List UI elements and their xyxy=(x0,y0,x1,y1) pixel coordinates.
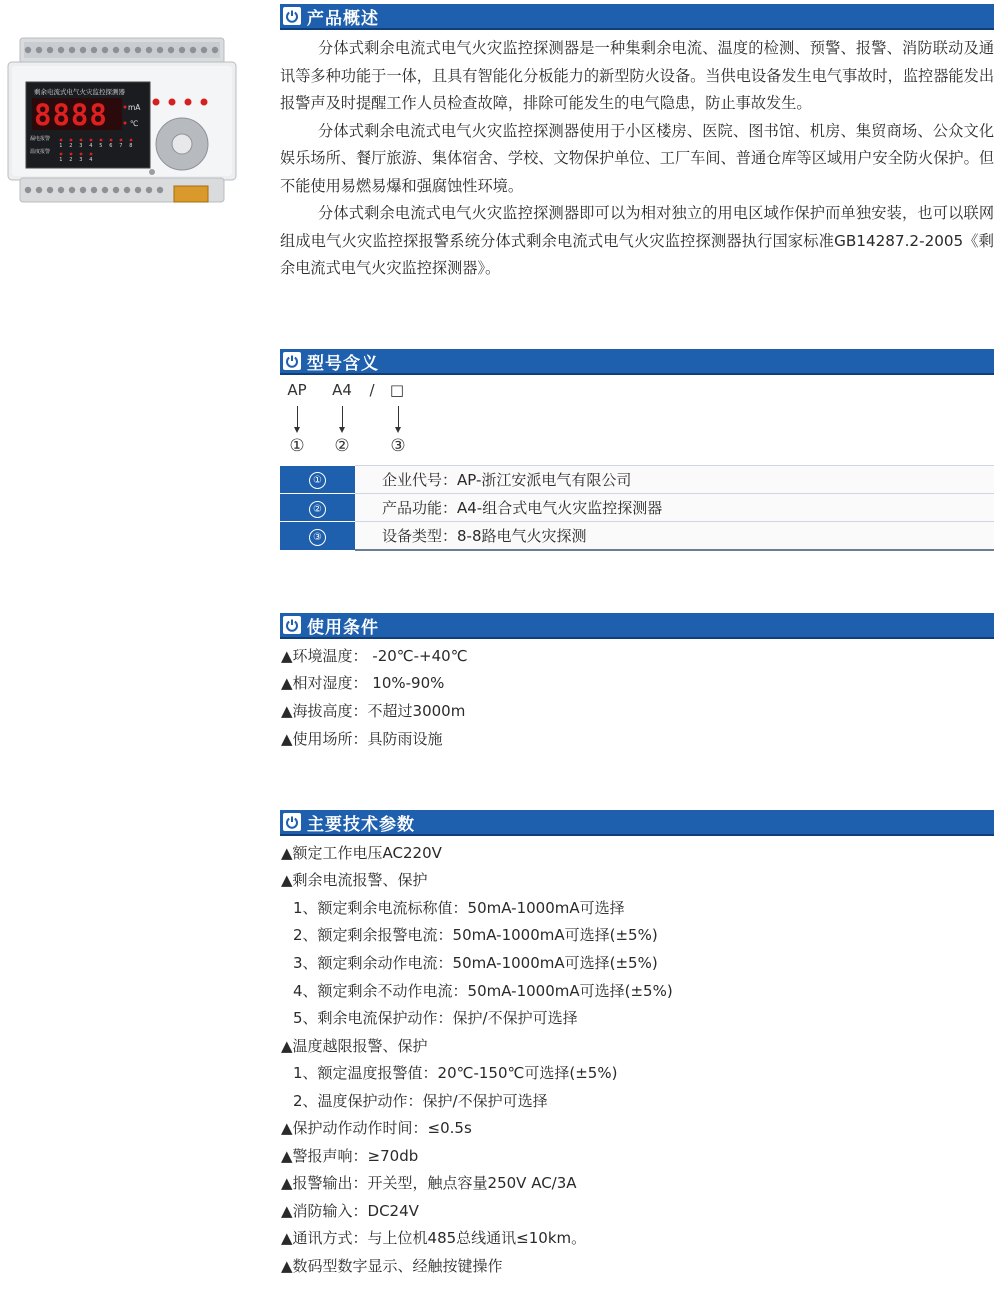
conditions-title: 使用条件 xyxy=(307,617,379,638)
table-row xyxy=(280,494,994,522)
down-arrow-icon xyxy=(398,406,399,428)
terminal-screw xyxy=(47,187,53,193)
spec-item: ▲通讯方式：与上位机485总线通讯≤10km。 xyxy=(281,1229,587,1247)
terminal-screw xyxy=(201,47,207,53)
model-code-ap: AP xyxy=(287,381,307,399)
temp-alarm-label: 温度报警 xyxy=(30,149,51,155)
terminal-screw xyxy=(146,47,152,53)
specs-title: 主要技术参数 xyxy=(307,814,415,835)
overview-title: 产品概述 xyxy=(307,8,379,29)
terminal-screw xyxy=(69,187,75,193)
spec-item: ▲剩余电流报警、保护 xyxy=(281,871,428,889)
device-photo xyxy=(6,36,238,208)
overview-text xyxy=(280,35,994,283)
spec-item: ▲数码型数字显示、经触按键操作 xyxy=(281,1257,503,1275)
terminal-screw xyxy=(25,47,31,53)
model-title: 型号含义 xyxy=(307,353,379,374)
led-number: 1 xyxy=(59,157,63,163)
power-icon xyxy=(283,352,301,370)
row-description: 设备类型：8-8路电气火灾探测 xyxy=(355,522,994,551)
terminal-screw xyxy=(190,47,196,53)
terminal-screw xyxy=(135,47,141,53)
status-led xyxy=(90,139,93,142)
status-led xyxy=(70,139,73,142)
overview-paragraph: 分体式剩余电流式电气火灾监控探测器即可以为相对独立的用电区域作保护而单独安装，也可以联网组成电气火灾监控探报警系统分体式剩余电流式电气火灾监控探测器执行国家标准GB14287.2-2005《剩余电流式电气火灾监控探测器》。 xyxy=(280,204,994,277)
model-marker-2: ② xyxy=(334,436,350,456)
terminal-screw xyxy=(157,187,163,193)
status-led xyxy=(120,139,123,142)
power-icon xyxy=(283,7,301,25)
terminal-screw xyxy=(179,47,185,53)
status-led xyxy=(60,139,63,142)
spec-item: ▲报警输出：开关型，触点容量250V AC/3A xyxy=(281,1174,577,1192)
terminal-screw xyxy=(25,187,31,193)
terminal-screw xyxy=(47,47,53,53)
terminal-screw xyxy=(58,47,64,53)
led-number: 2 xyxy=(69,143,73,149)
specs-header-bar xyxy=(280,810,994,836)
row-number: ② xyxy=(280,494,355,522)
terminal-screw xyxy=(113,47,119,53)
terminal-screw xyxy=(113,187,119,193)
terminal-screw xyxy=(124,47,130,53)
model-marker-3: ③ xyxy=(390,436,406,456)
terminal-screw xyxy=(69,47,75,53)
model-header-bar xyxy=(280,349,994,375)
spec-subitem: 2、额定剩余报警电流：50mA-1000mA可选择(±5%) xyxy=(293,926,658,944)
spec-subitem: 2、温度保护动作：保护/不保护可选择 xyxy=(293,1092,548,1110)
spec-item: ▲警报声响：≥70db xyxy=(281,1147,419,1165)
model-code-a4: A4 xyxy=(332,381,352,399)
terminal-screw xyxy=(146,187,152,193)
spec-subitem: 1、额定温度报警值：20℃-150℃可选择(±5%) xyxy=(293,1064,618,1082)
device-panel-label: 剩余电流式电气火灾监控探测器 xyxy=(34,88,125,96)
row-description: 企业代号：AP-浙江安派电气有限公司 xyxy=(355,466,994,494)
terminal-screw xyxy=(36,47,42,53)
led-number: 2 xyxy=(69,157,73,163)
condition-item: ▲使用场所：具防雨设施 xyxy=(281,730,443,748)
led-number: 1 xyxy=(59,143,63,149)
led-number: 6 xyxy=(109,143,113,149)
terminal-screw xyxy=(80,47,86,53)
condition-item: ▲海拔高度：不超过3000m xyxy=(281,702,466,720)
terminal-screw xyxy=(91,47,97,53)
led-number: 7 xyxy=(119,143,123,149)
power-icon xyxy=(283,813,301,831)
spec-item: ▲额定工作电压AC220V xyxy=(281,844,442,862)
terminal-screw xyxy=(36,187,42,193)
terminal-screw xyxy=(91,187,97,193)
row-description: 产品功能：A4-组合式电气火灾监控探测器 xyxy=(355,494,994,522)
overview-header-bar xyxy=(280,4,994,30)
power-icon xyxy=(283,616,301,634)
spec-subitem: 3、额定剩余动作电流：50mA-1000mA可选择(±5%) xyxy=(293,954,658,972)
seven-seg-display: 8888 xyxy=(34,98,108,132)
status-led xyxy=(100,139,103,142)
spec-item: ▲温度越限报警、保护 xyxy=(281,1037,428,1055)
spec-subitem: 1、额定剩余电流标称值：50mA-1000mA可选择 xyxy=(293,899,625,917)
led-number: 4 xyxy=(89,157,93,163)
model-code-slash: / xyxy=(369,381,375,399)
condition-item: ▲相对湿度： 10%-90% xyxy=(281,674,445,692)
status-led xyxy=(130,139,133,142)
unit-celsius-label: ℃ xyxy=(130,119,139,128)
status-led xyxy=(90,153,93,156)
terminal-screw xyxy=(80,187,86,193)
spec-subitem: 5、剩余电流保护动作：保护/不保护可选择 xyxy=(293,1009,578,1027)
terminal-screw xyxy=(124,187,130,193)
terminal-screw xyxy=(135,187,141,193)
terminal-screw xyxy=(102,47,108,53)
terminal-screw xyxy=(157,47,163,53)
status-led xyxy=(110,139,113,142)
down-arrow-icon xyxy=(342,406,343,428)
status-led xyxy=(70,153,73,156)
row-number: ③ xyxy=(280,522,355,551)
spec-subitem: 4、额定剩余不动作电流：50mA-1000mA可选择(±5%) xyxy=(293,982,673,1000)
condition-item: ▲环境温度： -20℃-+40℃ xyxy=(281,647,468,665)
conditions-header-bar xyxy=(280,613,994,639)
status-led xyxy=(80,139,83,142)
overview-paragraph: 分体式剩余电流式电气火灾监控探测器使用于小区楼房、医院、图书馆、机房、集贸商场、公众文化娱乐场所、餐厅旅游、集体宿舍、学校、文物保护单位、工厂车间、普通仓库等区域用户安全防火保护。但不能使用易燃易爆和强腐蚀性环境。 xyxy=(280,121,994,195)
status-led xyxy=(80,153,83,156)
leak-alarm-label: 漏电报警 xyxy=(30,136,51,142)
led-number: 8 xyxy=(129,143,133,149)
table-row xyxy=(280,522,994,551)
led-number: 5 xyxy=(99,143,103,149)
terminal-screw xyxy=(168,47,174,53)
down-arrow-icon xyxy=(297,406,298,428)
led-number: 3 xyxy=(79,143,83,149)
terminal-screw xyxy=(102,187,108,193)
terminal-screw xyxy=(58,187,64,193)
overview-paragraph: 分体式剩余电流式电气火灾监控探测器是一种集剩余电流、温度的检测、预警、报警、消防联动及通讯等多种功能于一体，且具有智能化分板能力的新型防火设备。当供电设备发生电气事故时，监控器能发出报警声及时提醒工作人员检查故障，排除可能发生的电气隐患，防止事故发生。 xyxy=(280,39,994,112)
led-number: 4 xyxy=(89,143,93,149)
status-led xyxy=(60,153,63,156)
led-number: 3 xyxy=(79,157,83,163)
spec-item: ▲保护动作动作时间：≤0.5s xyxy=(281,1119,472,1137)
unit-ma-label: mA xyxy=(128,103,141,112)
model-table xyxy=(280,465,994,551)
table-row xyxy=(280,466,994,494)
terminal-screw xyxy=(212,47,218,53)
row-number: ① xyxy=(280,466,355,494)
model-code-box: □ xyxy=(389,381,405,399)
spec-item: ▲消防输入：DC24V xyxy=(281,1202,419,1220)
model-marker-1: ① xyxy=(289,436,305,456)
